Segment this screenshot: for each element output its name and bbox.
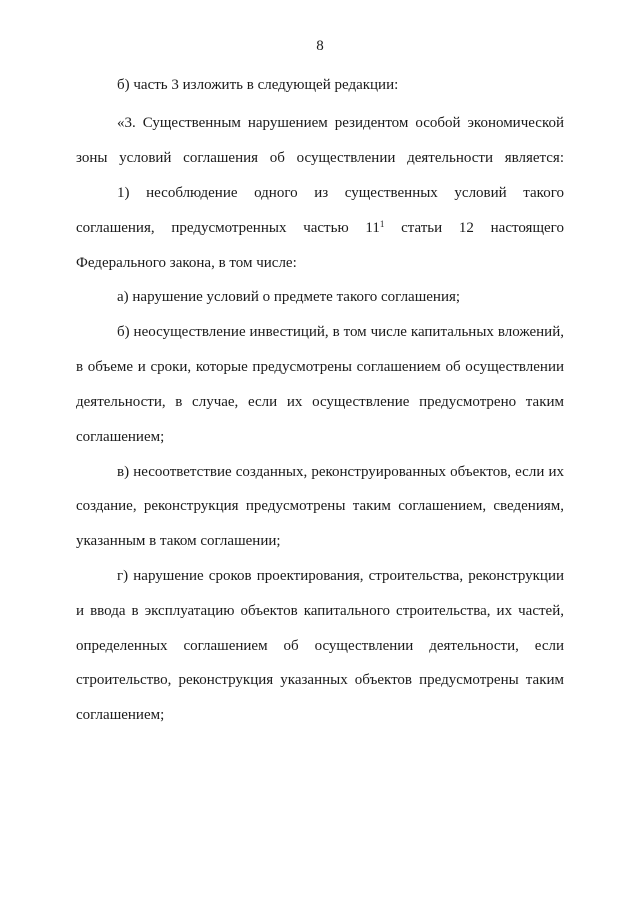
text-line: деятельности, в случае, если их осуществление предусмотрено таким <box>76 394 564 410</box>
text-line: создание, реконструкция предусмотрены таким соглашением, сведениям, <box>76 498 564 514</box>
text-line: в объеме и сроки, которые предусмотрены соглашением об осуществлении <box>76 359 564 375</box>
text-fragment: предусмотренных <box>171 220 287 236</box>
text-fragment: 12 <box>458 220 474 236</box>
text-line: зоны условий соглашения об осуществлении деятельности является: <box>76 150 564 166</box>
text-line: 1) несоблюдение одного из существенных условий такого <box>117 185 564 201</box>
text-line: б) неосуществление инвестиций, в том числе капитальных вложений, <box>117 324 564 340</box>
text-line: в) несоответствие созданных, реконструированных объектов, если их <box>117 464 564 480</box>
text-line-with-superscript <box>76 219 564 237</box>
text-fragment: частью <box>303 220 349 236</box>
text-line: соглашением; <box>76 429 165 445</box>
text-line: соглашением; <box>76 707 165 723</box>
text-line: определенных соглашением об осуществлении деятельности, если <box>76 638 564 654</box>
text-line: указанным в таком соглашении; <box>76 533 281 549</box>
text-line: б) часть 3 изложить в следующей редакции: <box>117 77 399 93</box>
text-fragment: соглашения, <box>76 220 155 236</box>
text-line: «3. Существенным нарушением резидентом особой экономической <box>117 115 564 131</box>
text-fragment: статьи <box>401 220 443 236</box>
superscript: 1 <box>379 219 385 229</box>
text-line: г) нарушение сроков проектирования, строительства, реконструкции <box>117 568 564 584</box>
text-line: и ввода в эксплуатацию объектов капитального строительства, их частей, <box>76 603 564 619</box>
text-line: а) нарушение условий о предмете такого соглашения; <box>117 289 461 305</box>
text-fragment: настоящего <box>490 220 564 236</box>
page-number: 8 <box>316 38 324 54</box>
text-line: Федерального закона, в том числе: <box>76 255 297 271</box>
text-fragment: $11^1$ <box>365 219 385 236</box>
text-line: строительство, реконструкция указанных объектов предусмотрены таким <box>76 672 564 688</box>
